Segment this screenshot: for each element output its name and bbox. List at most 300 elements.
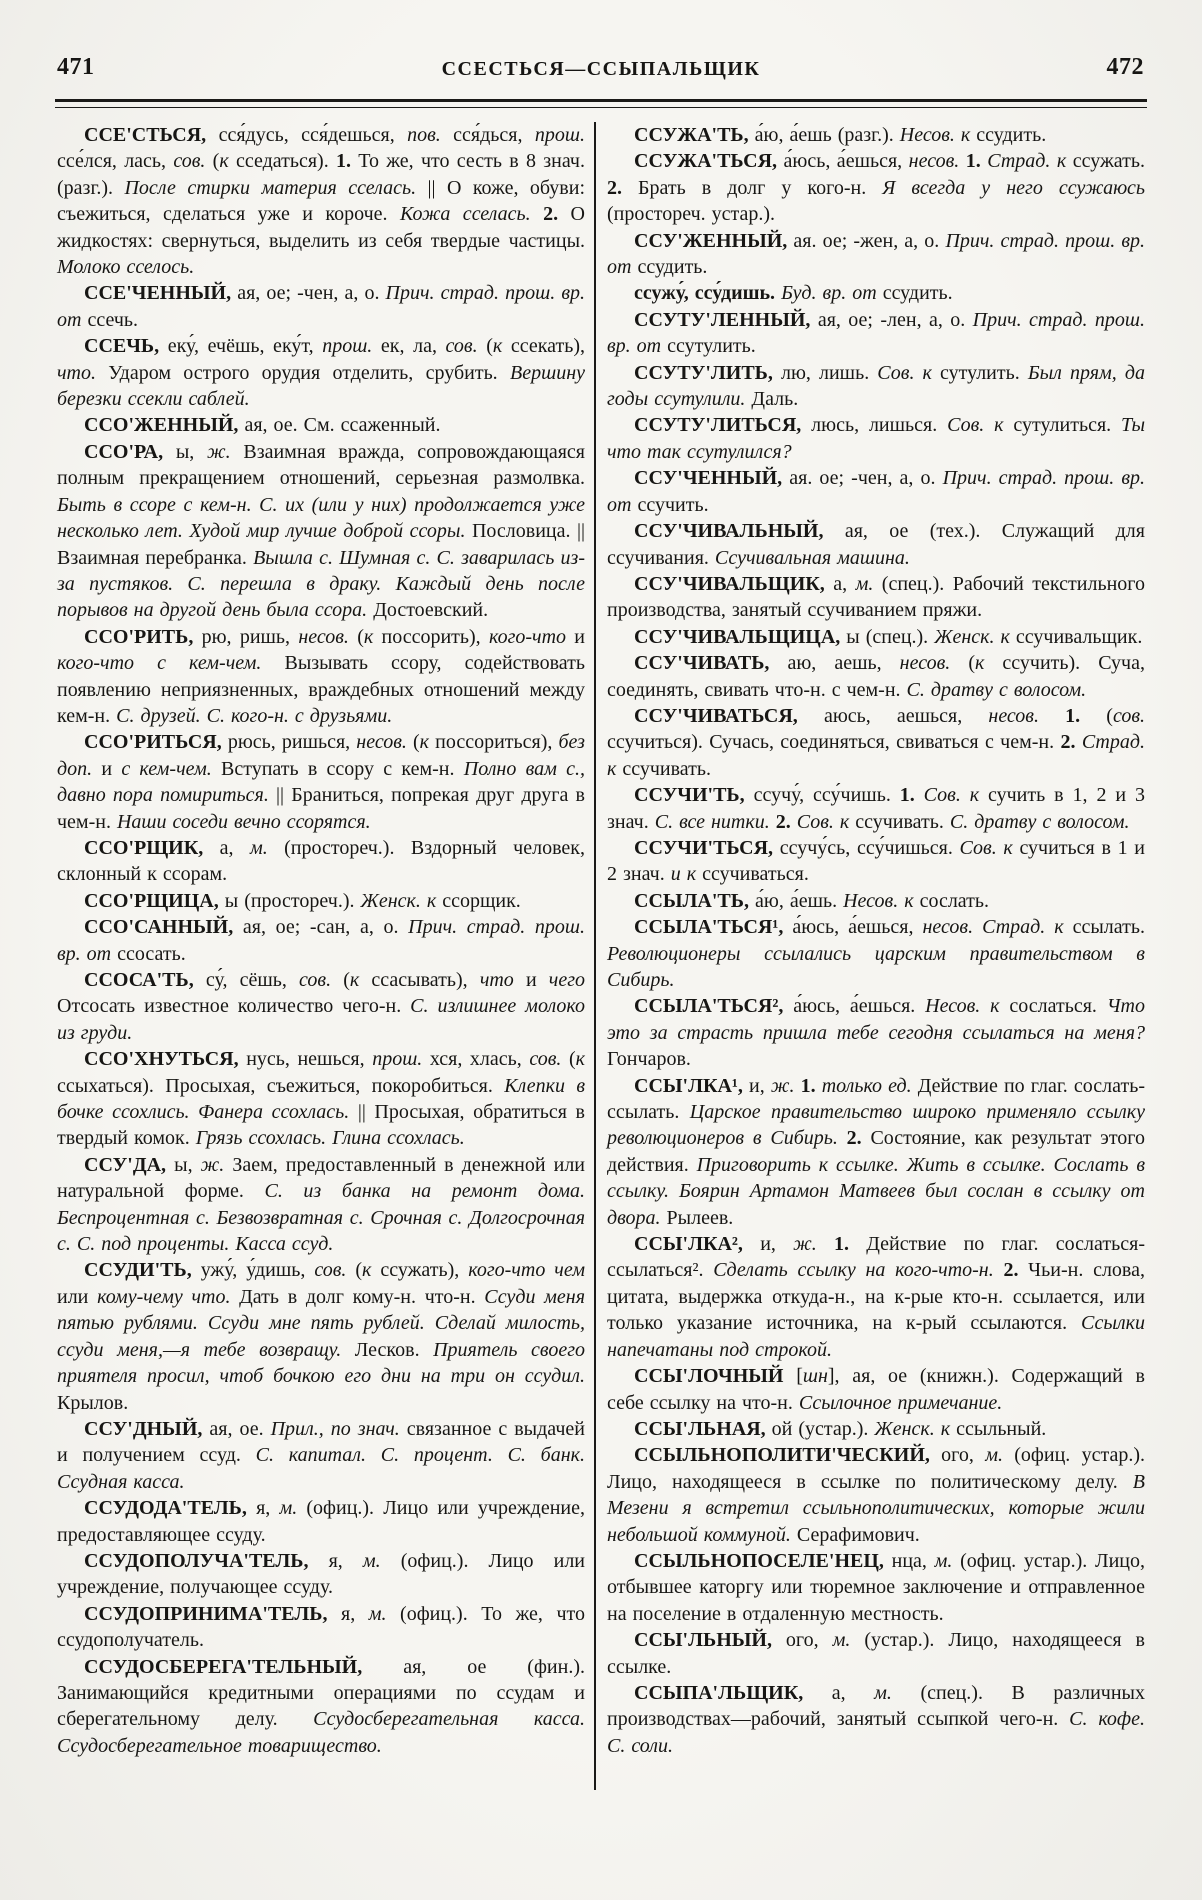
headword-or-bold-run: 1.	[965, 150, 981, 173]
italic-run: к	[974, 652, 985, 675]
text-run: ая. ое; -жен, а, о.	[787, 229, 946, 252]
italic-run: к	[1000, 625, 1010, 648]
text-run: ая, ое (тех.). Служащий для ссучивания.	[607, 520, 1145, 569]
text-run: а,	[824, 572, 856, 595]
text-run: Рылеев.	[660, 1206, 734, 1229]
text-run: ссыльный.	[950, 1417, 1047, 1440]
text-run	[1039, 705, 1065, 727]
text-run: || Браниться, попрекая друг друга в чем-н.	[57, 784, 585, 833]
dictionary-entry	[57, 122, 585, 280]
headword-or-bold-run: ССО'РА,	[84, 440, 164, 463]
italic-run: кого-что чем	[468, 1259, 585, 1282]
headword-or-bold-run: ССУ'ЧИВАТЬСЯ,	[634, 704, 798, 727]
headword-or-bold-run: ССУ'ДА,	[84, 1153, 167, 1176]
text-run: (	[331, 969, 350, 991]
italic-run: к	[419, 731, 430, 754]
dictionary-entry	[57, 1601, 585, 1654]
headword-or-bold-run: ССО'РЩИЦА,	[84, 889, 219, 912]
text-run: Чьи-н. слова, цитата, выдержка откуда-н., на к-рые кто-н. ссылается, или только указание источника, на к-рый ссылаются.	[607, 1259, 1145, 1335]
dictionary-entry	[57, 412, 585, 438]
italic-run: Что это за страсть пришла тебе сегодня ссылаться на меня?	[607, 995, 1145, 1044]
text-run: (офиц. устар.). Лицо, находящееся в ссылке по политическому делу.	[607, 1444, 1145, 1493]
italic-run: Прич. страд. прош. вр. от	[607, 467, 1146, 516]
text-run: су́, сёшь,	[193, 969, 300, 991]
italic-run: Сделать ссылку на кого-что-н.	[713, 1259, 994, 1282]
italic-run: После стирки материя сселась.	[124, 176, 417, 199]
italic-run: Ссылочное примечание.	[798, 1391, 1003, 1414]
italic-run: Прич. страд. прош. вр. от	[607, 308, 1145, 358]
dictionary-entry	[57, 1416, 585, 1495]
text-run: и,	[742, 1074, 771, 1097]
headword-or-bold-run: ССО'САННЫЙ,	[84, 916, 234, 939]
text-run: (офиц.). То же, что ссудополучатель.	[57, 1602, 585, 1652]
italic-run: Сов. к	[947, 414, 1004, 437]
headword-or-bold-run: ССЫ'ЛЬНЫЙ,	[634, 1629, 772, 1652]
text-run: ссучиваться.	[696, 863, 809, 886]
headword-or-bold-run: ССУ'ЧИВАЛЬНЫЙ,	[634, 520, 824, 543]
dictionary-entry	[57, 333, 585, 412]
headword-or-bold-run: ССЫ'ЛКА²,	[634, 1233, 743, 1256]
dictionary-entry	[607, 307, 1145, 360]
dictionary-entry	[607, 914, 1145, 993]
text-run: поссорить),	[373, 625, 489, 648]
headword-or-bold-run: ССЫЛЬНОПОСЕЛЕ'НЕЦ,	[634, 1549, 884, 1572]
italic-run: сов.	[173, 150, 206, 173]
italic-run: к	[362, 1259, 372, 1282]
text-run: аюсь, аешься,	[797, 704, 989, 727]
text-run: ая, ое (фин.). Занимающийся кредитными операциями по ссудам и сберегательному делу.	[57, 1655, 585, 1731]
headword-or-bold-run: ССЫЛА'ТЬСЯ¹,	[634, 916, 784, 939]
italic-run: Женск.	[934, 625, 995, 648]
text-run: ссужать.	[1066, 150, 1146, 173]
dictionary-entry	[607, 412, 1145, 465]
headword-or-bold-run: ССЫЛА'ТЬ,	[634, 889, 749, 912]
text-run: ой (устар.).	[765, 1417, 875, 1440]
italic-run: Сов. к	[796, 810, 850, 833]
headword-or-bold-run: ССО'РИТЬСЯ,	[84, 731, 222, 754]
text-run: (	[1080, 704, 1113, 727]
dictionary-entry	[57, 439, 585, 624]
text-run: (офиц.). Лицо или учреждение, получающее ссуду.	[57, 1549, 585, 1599]
text-run: Крылов.	[57, 1391, 129, 1414]
text-run: а́ю, а́ешь (разг.).	[748, 124, 900, 146]
text-run: ы (простореч.).	[218, 889, 361, 912]
italic-run: м.	[249, 836, 268, 859]
italic-run: к	[575, 1048, 585, 1071]
headword-or-bold-run: ССУЧИ'ТЬСЯ,	[634, 836, 774, 859]
italic-run: чего	[548, 969, 586, 991]
text-run: сучиться в 1 и 2 знач.	[607, 836, 1145, 886]
italic-run: Женск. к	[360, 889, 437, 912]
italic-run: сов.	[445, 335, 478, 358]
italic-run: сов.	[299, 969, 332, 991]
dictionary-entry	[57, 624, 585, 730]
text-run: Дать в долг кому-н. что-н.	[230, 1285, 485, 1308]
italic-run: м.	[279, 1497, 298, 1520]
text-run: хся, хлась,	[422, 1048, 530, 1071]
headword-or-bold-run: ССЕЧЬ,	[84, 335, 160, 358]
text-run: аю, аешь,	[769, 652, 900, 675]
text-run: ссудить.	[631, 256, 708, 279]
italic-run: Грязь ссохлась. Глина ссохлась.	[195, 1127, 465, 1150]
text-run: а́юсь, а́ешься,	[783, 916, 923, 939]
headword-or-bold-run: ССЕ'ЧЕННЫЙ,	[84, 282, 232, 305]
italic-run: Быть в ссоре с кем-н. С. их (или у них) продолжается уже несколько лет. Худой мир лучше доброй ссоры.	[57, 493, 585, 543]
dictionary-entry	[57, 967, 585, 1046]
dictionary-entry	[57, 729, 585, 835]
text-run	[838, 1127, 847, 1149]
text-run: Достоевский.	[367, 599, 489, 622]
text-run: [	[783, 1365, 803, 1388]
dictionary-entry	[57, 1654, 585, 1760]
text-run: ссужать),	[371, 1259, 469, 1282]
text-run: ссекать),	[502, 335, 585, 358]
italic-run: С. дратву с волосом.	[906, 678, 1087, 701]
headword-or-bold-run: 1.	[336, 150, 351, 173]
headword-or-bold-run: ССЫПА'ЛЬЩИК,	[634, 1681, 804, 1704]
italic-run: несов.	[922, 916, 974, 939]
italic-run: Кожа сселась.	[400, 203, 531, 226]
italic-run: м.	[874, 1681, 892, 1704]
text-run: ая, ое.	[202, 1417, 271, 1440]
text-run: ссасывать),	[359, 969, 480, 991]
italic-run: С. капитал. С. процент. С. банк. Ссудная касса.	[57, 1444, 586, 1493]
text-run: ссучить.	[631, 493, 709, 516]
text-run: я,	[327, 1602, 369, 1625]
italic-run: Полно вам с., давно пора помириться.	[57, 757, 585, 807]
italic-run: С. кофе. С. соли.	[607, 1708, 1145, 1757]
dictionary-entry	[607, 280, 1145, 306]
text-run: (офиц. устар.). Лицо, отбывшее каторгу или тюремное заключение и отправленное на поселение в отдаленную местность.	[607, 1549, 1145, 1625]
italic-run: прош.	[534, 124, 585, 146]
text-run: Действие по глаг. сослаться-ссылаться².	[607, 1233, 1145, 1282]
dictionary-entry	[607, 624, 1145, 650]
headword-or-bold-run: 1.	[800, 1074, 816, 1097]
dictionary-entry	[607, 835, 1145, 888]
text-run: (устар.). Лицо, находящееся в ссылке.	[607, 1629, 1145, 1678]
headword-or-bold-run: ССУДОДА'ТЕЛЬ,	[84, 1497, 247, 1520]
text-run: Действие по глаг. сослать-ссылать.	[607, 1074, 1146, 1124]
text-run: (	[950, 652, 975, 675]
text-run: и,	[742, 1233, 794, 1256]
text-run: Состояние, как результат этого действия.	[607, 1127, 1146, 1176]
dictionary-entry	[607, 571, 1145, 624]
headword-or-bold-run: 2.	[607, 176, 622, 199]
italic-run: с кем-чем.	[121, 757, 212, 780]
italic-run: прош.	[322, 335, 373, 358]
text-run: ы (спец.).	[840, 625, 935, 648]
headword-or-bold-run: ССЫ'ЛКА¹,	[634, 1074, 743, 1097]
italic-run: сов.	[529, 1048, 562, 1071]
headword-or-bold-run: ССЫЛА'ТЬСЯ²,	[634, 995, 784, 1018]
text-run: ая, ое; -сан, а, о.	[233, 916, 409, 939]
headword-or-bold-run: ССУЖА'ТЬ,	[634, 124, 749, 146]
italic-run: Ссуди меня пятью рублями. Ссуди мне пять рублей. Сделай милость, ссуди меня,—я тебе возвращу.	[57, 1285, 586, 1361]
text-run: ссорщик.	[436, 889, 521, 912]
text-run: а,	[803, 1681, 875, 1704]
text-run: ссыхаться). Просыхая, съежиться, покоробиться.	[57, 1074, 505, 1097]
italic-run: Прич. страд. прош. вр. от	[57, 282, 585, 331]
italic-run: к	[492, 335, 503, 358]
headword-or-bold-run: ССОСА'ТЬ,	[84, 969, 194, 991]
dictionary-entry	[607, 228, 1145, 281]
text-run: (спец.). В различных производствах—рабочий, занятый ссыпкой чего-н.	[607, 1681, 1145, 1731]
italic-run: Страд. к	[607, 731, 1145, 780]
text-run: рюсь, ришься,	[221, 731, 357, 754]
text-run: Брать в долг у кого-н.	[622, 176, 883, 199]
italic-run: ж.	[200, 1153, 225, 1176]
headword-or-bold-run: ССУТУ'ЛЕННЫЙ,	[634, 308, 811, 331]
headword-or-bold-run: ССУДОПОЛУЧА'ТЕЛЬ,	[84, 1549, 309, 1572]
italic-run: С. излишнее молоко из груди.	[57, 995, 586, 1044]
text-run: (простореч.). Вздорный человек, склонный к ссорам.	[57, 836, 585, 886]
dictionary-entry	[57, 1046, 585, 1152]
headword-or-bold-run: ССУ'ДНЫЙ,	[84, 1417, 203, 1440]
headword-or-bold-run: ССУ'ЧИВАТЬ,	[634, 652, 770, 675]
italic-run: Вершину березки ссекли саблей.	[57, 361, 585, 411]
dictionary-entry	[607, 703, 1145, 782]
text-run: Взаимная вражда, сопровождающаяся полным прекращением отношений, серьезная размолвка.	[57, 440, 586, 490]
dictionary-entry	[607, 993, 1145, 1072]
italic-run: сов.	[314, 1259, 347, 1282]
dictionary-entry	[607, 148, 1145, 227]
dictionary-entry	[607, 518, 1145, 571]
italic-run: Наши соседи вечно ссорятся.	[116, 810, 371, 833]
dictionary-entry	[607, 782, 1145, 835]
headword-or-bold-run: ССУДОСБЕРЕГА'ТЕЛЬНЫЙ,	[84, 1655, 363, 1678]
italic-run: несов.	[988, 704, 1039, 727]
text-run: (	[477, 335, 493, 358]
italic-run: Сов. к	[877, 361, 932, 384]
dictionary-entry	[607, 1231, 1145, 1363]
text-run: сся́дься,	[440, 124, 535, 146]
text-run: ого,	[929, 1444, 986, 1467]
italic-run: Ссылки напечатаны под строкой.	[607, 1312, 1145, 1361]
text-run	[817, 1233, 834, 1255]
headword-or-bold-run: 2.	[846, 1127, 862, 1150]
text-run: я,	[308, 1549, 363, 1572]
italic-run: Несов. к	[843, 889, 914, 912]
italic-run: ж.	[793, 1233, 817, 1256]
italic-run: С. все нитки.	[654, 810, 770, 833]
italic-run: С. друзей. С. кого-н. с друзьями.	[116, 704, 393, 727]
text-run: Лесков.	[341, 1338, 434, 1361]
italic-run: Несов. к	[925, 995, 1000, 1018]
text-run: а́юсь, а́ешься.	[783, 995, 926, 1018]
headword-or-bold-run: 1.	[834, 1233, 849, 1256]
headword-or-bold-run: ССЫ'ЛОЧНЫЙ	[634, 1365, 784, 1388]
italic-run: несов.	[908, 150, 960, 173]
headword-or-bold-run: 1.	[899, 784, 915, 807]
text-run: Отсосать известное количество чего-н.	[57, 995, 411, 1018]
text-column-right	[607, 122, 1145, 1759]
text-run: О жидкостях: свернуться, выделить из себя твердые частицы.	[57, 203, 585, 252]
text-run: ы,	[163, 440, 208, 463]
text-run: ек, ла,	[372, 335, 446, 358]
dictionary-entry	[57, 280, 585, 333]
text-run: Заем, предоставленный в денежной или натуральной форме.	[57, 1153, 586, 1203]
text-run	[994, 1259, 1004, 1281]
text-run: (спец.). Рабочий текстильного производства, занятый ссучиванием пряжи.	[607, 572, 1145, 622]
text-run: ссылать.	[1063, 916, 1145, 939]
dictionary-entry	[57, 1152, 585, 1258]
italic-run: к	[363, 625, 374, 648]
text-run: ссучу́, ссу́чишь.	[744, 784, 900, 807]
headword-or-bold-run: ССУ'ЧИВАЛЬЩИЦА,	[634, 625, 841, 648]
italic-run: С. дратву с волосом.	[949, 810, 1130, 833]
running-title: ССЕСТЬСЯ—ССЫПАЛЬЩИК	[441, 58, 761, 80]
text-run: ая. ое; -чен, а, о.	[782, 467, 943, 490]
text-run: Ударом острого орудия отделить, срубить.	[95, 361, 510, 384]
headword-or-bold-run: ССУЖА'ТЬСЯ,	[634, 150, 778, 173]
headword-or-bold-run: 2.	[543, 203, 559, 226]
dictionary-entry	[607, 650, 1145, 703]
italic-run: и к	[670, 863, 697, 886]
headword-or-bold-run: ССЕ'СТЬСЯ,	[84, 124, 207, 146]
italic-run: Революционеры ссылались царским правительством в Сибирь.	[607, 942, 1145, 991]
italic-run: Буд. вр. от	[781, 282, 877, 305]
text-run: и	[92, 757, 122, 780]
dictionary-entry	[57, 1548, 585, 1601]
headword-or-bold-run: ССУ'ЧЕННЫЙ,	[634, 467, 783, 490]
italic-run: несов.	[298, 625, 349, 648]
text-run	[973, 916, 982, 938]
italic-run: к	[349, 969, 360, 991]
dictionary-entry	[607, 1073, 1145, 1231]
text-run: Вступать в ссору с кем-н.	[211, 757, 464, 780]
text-run: ая, ое. См. ссаженный.	[238, 414, 441, 437]
text-run: || Просыхая, обратиться в твердый комок.	[57, 1101, 585, 1150]
text-run: лю, лишь.	[772, 361, 878, 384]
text-run: ая, ое; -лен, а, о.	[810, 308, 973, 331]
italic-run: шн	[802, 1365, 828, 1388]
text-run: ссудить.	[876, 282, 953, 305]
headword-or-bold-run: ССУТУ'ЛИТЬ,	[634, 361, 773, 384]
italic-run: Был прям, да годы ссутулили.	[607, 361, 1145, 411]
italic-run: без доп.	[57, 731, 585, 780]
text-run: Гончаров.	[607, 1048, 691, 1071]
text-run: ссучиться). Сучась, соединяться, свиваться с чем-н.	[607, 731, 1061, 754]
headword-or-bold-run: ссужу́, ссу́дишь.	[634, 282, 776, 305]
text-run: или	[57, 1285, 98, 1308]
header-rule	[55, 99, 1147, 108]
italic-run: Сов. к	[959, 836, 1013, 859]
text-run: (	[346, 1259, 363, 1282]
text-run: ссе́лся, лась,	[57, 150, 174, 173]
italic-run: м.	[985, 1444, 1003, 1467]
dictionary-entry	[57, 1495, 585, 1548]
dictionary-entry	[607, 1548, 1145, 1627]
headword-or-bold-run: ССО'РИТЬ,	[84, 625, 194, 648]
page-number-left: 471	[57, 54, 95, 80]
text-run: (	[205, 150, 220, 173]
italic-run: Прил., по знач.	[270, 1417, 400, 1440]
text-run: Серафимович.	[790, 1523, 920, 1546]
text-run: ], ая, ое (книжн.). Содержащий в себе ссылку на что-н.	[607, 1365, 1145, 1414]
dictionary-entry	[607, 888, 1145, 914]
text-run: еку́, ечёшь, еку́т,	[159, 335, 323, 358]
text-run: ссучить). Суча, соединять, свивать что-н. с чем-н.	[607, 652, 1145, 701]
italic-run: только ед.	[821, 1074, 912, 1097]
text-run: ужу́, у́дишь,	[191, 1259, 315, 1282]
dictionary-entry	[607, 465, 1145, 518]
italic-run: Клепки в бочке ссохлись. Фанера ссохлась.	[57, 1074, 586, 1124]
italic-run: Молоко сселось.	[57, 256, 195, 279]
dictionary-entry	[607, 1627, 1145, 1680]
text-run: Пословица. || Взаимная перебранка.	[57, 520, 585, 569]
headword-or-bold-run: ССО'ЖЕННЫЙ,	[84, 414, 239, 437]
text-run: сутулиться.	[1003, 414, 1122, 437]
text-run: а,	[203, 836, 250, 859]
italic-run: сов.	[1112, 704, 1145, 727]
dictionary-entry	[607, 1680, 1145, 1759]
dictionary-entry	[607, 122, 1145, 148]
italic-run: С. из банка на ремонт дома. Беспроцентная с. Безвозвратная с. Срочная с. Долгосрочная с. С. под проценты. Касса ссуд.	[57, 1180, 585, 1256]
italic-run: кого-что	[488, 625, 567, 648]
dictionary-entry	[57, 914, 585, 967]
dictionary-entry	[57, 835, 585, 888]
text-run: ссучивать.	[616, 757, 712, 780]
italic-run: Я всегда у него ссужаюсь	[882, 176, 1146, 199]
headword-or-bold-run: ССУ'ЖЕННЫЙ,	[634, 229, 788, 252]
italic-run: несов.	[899, 652, 951, 675]
italic-run: Прич. страд. прош. вр. от	[57, 916, 585, 965]
text-run: и	[513, 969, 549, 991]
dictionary-entry	[607, 1416, 1145, 1442]
text-run: Даль.	[745, 388, 799, 411]
dictionary-entry	[57, 888, 585, 914]
text-run: и	[566, 625, 585, 648]
headword-or-bold-run: ССЫ'ЛЬНАЯ,	[634, 1417, 766, 1440]
text-run: ая, ое; -чен, а, о.	[231, 282, 386, 305]
headword-or-bold-run: ССУ'ЧИВАЛЬЩИК,	[634, 572, 825, 595]
text-run: а́ю, а́ешь.	[749, 889, 844, 912]
headword-or-bold-run: ССО'РЩИК,	[84, 836, 204, 859]
text-run	[915, 784, 924, 806]
text-run: сутулить.	[931, 361, 1028, 384]
text-run: нусь, нешься,	[238, 1048, 373, 1071]
italic-run: Прич. страд. прош. вр. от	[607, 229, 1145, 279]
headword-or-bold-run: ССУЧИ'ТЬ,	[634, 784, 745, 807]
text-run: сослаться.	[999, 995, 1107, 1018]
text-run: ссучу́сь, ссу́чишься.	[773, 836, 960, 859]
italic-run: к	[219, 150, 229, 173]
headword-or-bold-run: ССУДИ'ТЬ,	[84, 1259, 192, 1282]
headword-or-bold-run: 2.	[1060, 731, 1076, 754]
italic-run: кого-что с кем-чем.	[57, 652, 262, 675]
headword-or-bold-run: ССУДОПРИНИМА'ТЕЛЬ,	[84, 1602, 328, 1625]
text-run: сся́дусь, сся́дешься,	[206, 124, 408, 146]
italic-run: Несов. к	[899, 124, 971, 146]
headword-or-bold-run: ССУТУ'ЛИТЬСЯ,	[634, 414, 802, 437]
italic-run: м.	[832, 1629, 851, 1652]
italic-run: ж.	[207, 440, 231, 463]
text-run: ссечь.	[81, 308, 139, 331]
headword-or-bold-run: ССО'ХНУТЬСЯ,	[84, 1048, 239, 1071]
italic-run: Приговорить к ссылке. Жить в ссылке. Сослать в ссылку. Боярин Артамон Матвеев был сослан в ссылку от двора.	[607, 1153, 1145, 1229]
text-run	[531, 203, 543, 225]
italic-run: Ты что так ссутулился?	[607, 414, 1145, 463]
text-run: люсь, лишься.	[801, 414, 948, 437]
italic-run: Вышла с. Шумная с. С. заварилась из-за пустяков. С. перешла в драку. Каждый день после порывов на другой день была ссора.	[57, 546, 585, 622]
text-run: ы,	[166, 1153, 201, 1176]
italic-run: Царское правительство широко применяло ссылку революционеров в Сибирь.	[607, 1101, 1145, 1150]
text-run: ссосать.	[111, 942, 186, 965]
italic-run: прош.	[372, 1048, 423, 1071]
italic-run: несов.	[356, 731, 407, 754]
text-run: а́юсь, а́ешься,	[777, 150, 909, 173]
text-run: Вызывать ссору, содействовать появлению неприязненных, враждебных отношений между кем-н.	[57, 652, 585, 727]
